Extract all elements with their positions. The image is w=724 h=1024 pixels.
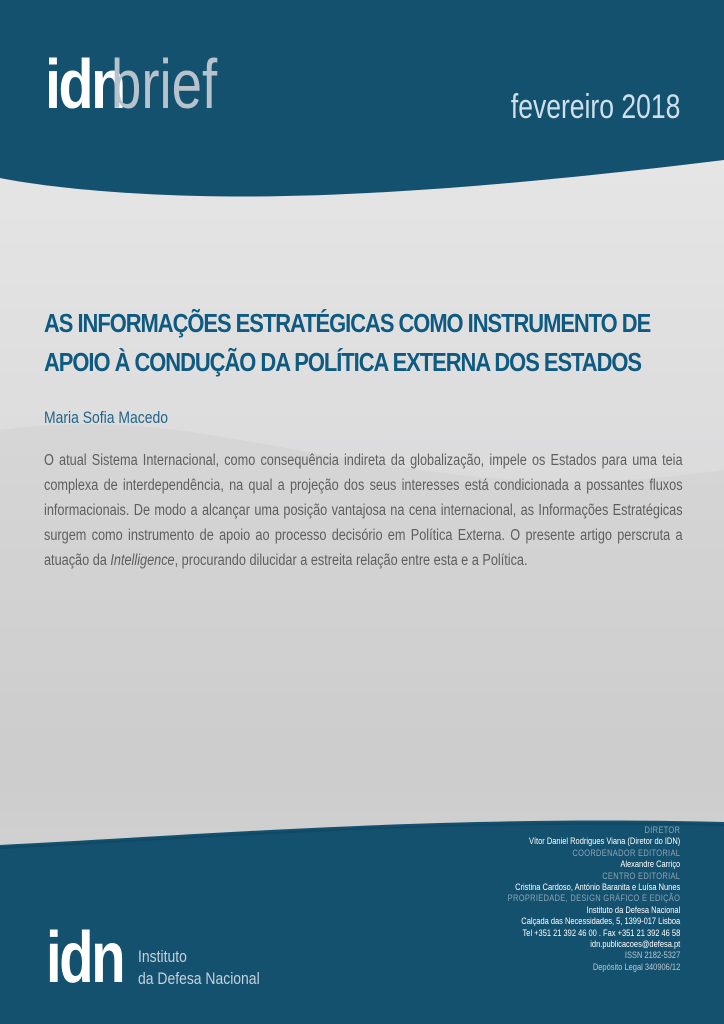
abstract-text-1: O atual Sistema Internacional, como consequência indireta da globalização, impele os Estados para uma teia complexa de interdependência, na qual a projeção dos seus interesses está condicionada a possantes fluxos informacionais. De modo a alcançar uma posição vantajosa na cena internacional, as Informações Estratégicas surgem como instrumento de apoio ao processo decisório em Política Externa. O presente artigo perscruta a atuação da	[44, 452, 683, 569]
abstract-text-2: , procurando dilucidar a estreita relação entre esta e a Política.	[174, 552, 528, 569]
issue-date: fevereiro 2018	[510, 88, 680, 126]
title-line-1: AS INFORMAÇÕES ESTRATÉGICAS COMO INSTRUMENTO DE	[44, 310, 651, 338]
logo-idn-text: idn	[45, 45, 124, 123]
article-author: Maria Sofia Macedo	[44, 408, 168, 427]
article-abstract	[44, 448, 683, 573]
logo-brief-text: brief	[110, 45, 218, 123]
idn-institute-logo	[40, 918, 272, 998]
publisher-phone: Tel +351 21 392 46 00 . Fax +351 21 392 46 58	[522, 927, 680, 939]
director-label: DIRETOR	[644, 825, 680, 836]
property-label: PROPRIEDADE, DESIGN GRÁFICO E EDIÇÃO	[507, 893, 680, 905]
footer-logo-idn-text: idn	[46, 918, 124, 998]
issn: ISSN 2182-5327	[624, 950, 680, 962]
colophon	[507, 825, 680, 973]
legal-deposit: Depósito Legal 340906/12	[592, 961, 680, 973]
institute-name	[138, 946, 260, 990]
coordinator-label: COORDENADOR EDITORIAL	[572, 847, 680, 859]
abstract-italic-term: Intelligence	[110, 552, 175, 569]
editorial-names: Cristina Cardoso, António Baranita e Luísa Nunes	[514, 882, 680, 894]
coordinator-name: Alexandre Carriço	[620, 859, 680, 871]
publisher-name: Instituto da Defesa Nacional	[586, 904, 680, 916]
institute-line-1: Instituto	[138, 947, 187, 966]
article-title	[44, 305, 698, 383]
institute-line-2: da Defesa Nacional	[138, 969, 260, 988]
publisher-email: idn.publicacoes@defesa.pt	[590, 939, 680, 951]
publisher-address: Calçada das Necessidades, 5, 1399-017 Lisboa	[521, 916, 680, 928]
editorial-label: CENTRO EDITORIAL	[601, 870, 680, 882]
idn-brief-logo	[40, 46, 304, 128]
title-line-2: APOIO À CONDUÇÃO DA POLÍTICA EXTERNA DOS ESTADOS	[44, 349, 642, 377]
director-name: Vítor Daniel Rodrigues Viana (Diretor do IDN)	[528, 836, 680, 848]
